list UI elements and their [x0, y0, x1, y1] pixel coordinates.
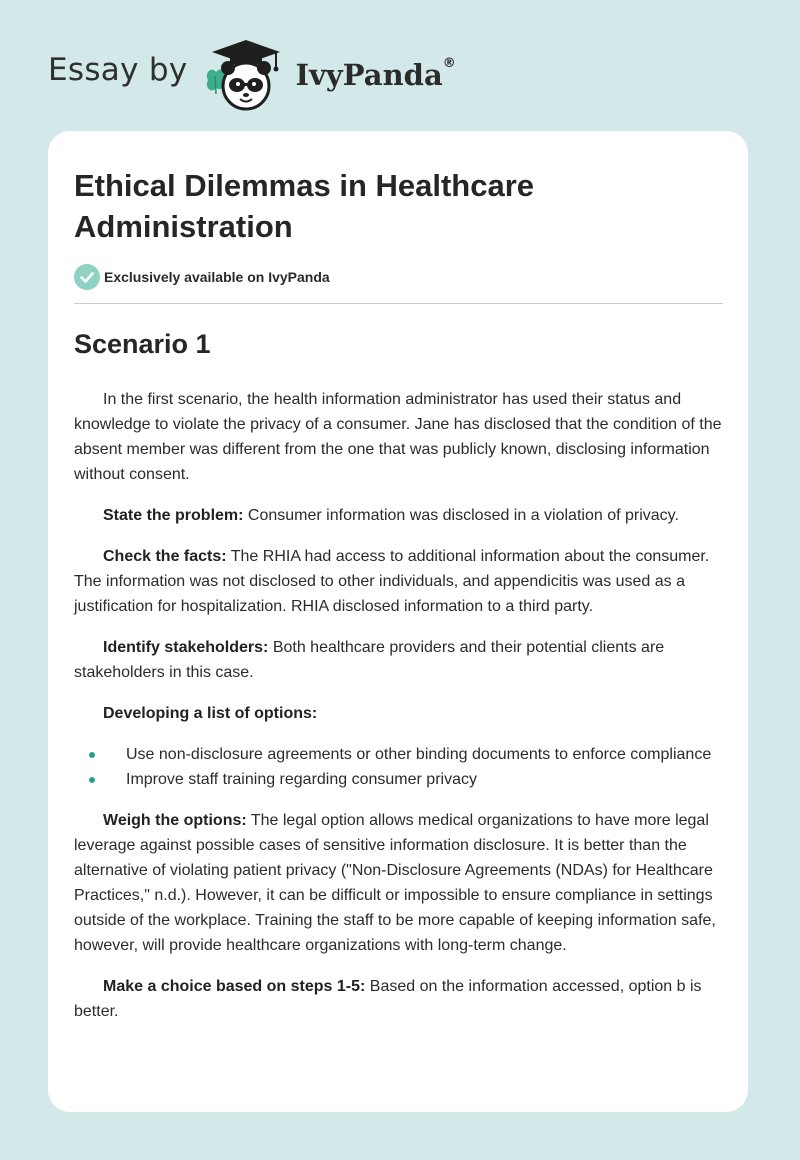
divider: [74, 303, 723, 304]
registered-mark: ®: [442, 56, 456, 71]
brand-prefix: Essay by: [48, 52, 188, 88]
list-item: [126, 767, 726, 792]
bullet-icon: [89, 777, 95, 783]
options-heading-paragraph: [74, 701, 726, 726]
weigh-paragraph: [74, 808, 726, 958]
brand-name: IvyPanda®: [295, 56, 456, 92]
problem-paragraph: [74, 503, 726, 528]
stakeholders-paragraph: [74, 635, 726, 685]
bullet-icon: [89, 752, 95, 758]
facts-paragraph: [74, 544, 726, 619]
facts-text: The RHIA had access to additional information about the consumer. The information was not disclosed to other individuals, and appendicitis was used as a justification for hospitalization. RHIA disclosed information to a third party.: [74, 548, 710, 615]
essay-card: [48, 131, 748, 1112]
panda-graduate-icon: [202, 36, 294, 112]
check-circle-icon: [74, 264, 100, 290]
option-text: Improve staff training regarding consumer privacy: [126, 771, 477, 788]
stakeholders-label: Identify stakeholders:: [103, 639, 269, 656]
list-item: [126, 742, 726, 767]
options-heading: Developing a list of options:: [103, 705, 318, 722]
problem-text: Consumer information was disclosed in a violation of privacy.: [243, 507, 679, 524]
facts-label: Check the facts:: [103, 548, 227, 565]
essay-body: [74, 387, 726, 1040]
intro-paragraph: In the first scenario, the health information administrator has used their status and knowledge to violate the privacy of a consumer. Jane has disclosed that the condition of the absent member was different from the one that was publicly known, disclosing information without consent.: [74, 391, 722, 483]
exclusive-badge: [74, 264, 330, 290]
choice-label: Make a choice based on steps 1-5:: [103, 978, 366, 995]
section-heading: Scenario 1: [74, 329, 211, 359]
options-list: [74, 742, 726, 792]
choice-text: Based on the information accessed, option b is better.: [74, 978, 702, 1020]
brand-header[interactable]: [48, 36, 456, 112]
choice-paragraph: [74, 974, 726, 1024]
weigh-label: Weigh the options:: [103, 812, 247, 829]
weigh-text: The legal option allows medical organizations to have more legal leverage against possible cases of sensitive information disclosure. It is better than the alternative of violating patient privacy ("Non-Disclosure Agreements (NDAs) for Healthcare Practices," n.d.). However, it can be difficult or impossible to ensure compliance in settings outside of the workplace. Training the staff to be more capable of keeping information safe, however, will provide healthcare organizations with long-term change.: [74, 812, 716, 954]
exclusive-label: Exclusively available on IvyPanda: [104, 269, 330, 285]
page-title: Ethical Dilemmas in Healthcare Administration: [74, 168, 535, 244]
option-text: Use non-disclosure agreements or other binding documents to enforce compliance: [126, 746, 712, 763]
problem-label: State the problem:: [103, 507, 244, 524]
stakeholders-text: Both healthcare providers and their potential clients are stakeholders in this case.: [74, 639, 665, 681]
